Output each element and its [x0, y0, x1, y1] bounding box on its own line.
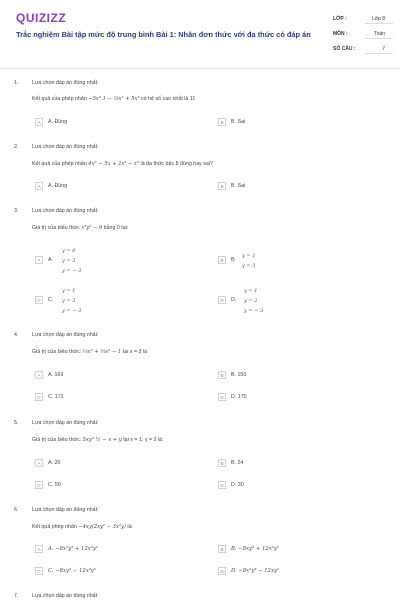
question-text: Kết quả của phép nhân −5x³ 1 − ⅔x² + 5x⁵ có hệ số cao nhất là 11 [32, 96, 196, 102]
question-text: Kết quả của phép nhân 4x⁵ − 5x + 2x³ − x³ là đa thức bậc 8 đúng hay sai? [32, 161, 213, 167]
header-divider [0, 68, 400, 69]
option-c-lines: y = 1 y = 3 y = − 3 [62, 288, 82, 314]
question-text: Giá trị của biểu thức x³y² − 9 bằng 0 tại: [32, 225, 129, 231]
question-text: Kết quả phép nhân −4xy(2xy² − 3x²y) là: [32, 524, 133, 530]
question-text: Giá trị của biểu thức: 5xy² ½ − x + y tại x = 1; y = 2 là: [32, 437, 164, 443]
option-a-lines: y = 0 y = 3 y = − 3 [62, 248, 82, 274]
option-b-lines: y = 1 y = 3 [242, 253, 256, 269]
page-header: QUIZIZZ Trắc nghiệm Bài tập mức độ trung bình Bài 1: Nhân đơn thức với đa thức có đáp án LỚP : Lớp 8 MÔN : Toán SỐ CÂU : 7 [0, 0, 400, 68]
option-d-lines: y = 1 y = 2 y = − 3 [244, 288, 264, 314]
quizizz-logo: QUIZIZZ [16, 11, 67, 25]
document-title: Trắc nghiệm Bài tập mức độ trung bình Bài 1: Nhân đơn thức với đa thức có đáp án [16, 30, 311, 39]
question-text: Giá trị của biểu thức: ⅓x³ + ⅔x² − 1 tại x = 3 là [32, 349, 148, 355]
